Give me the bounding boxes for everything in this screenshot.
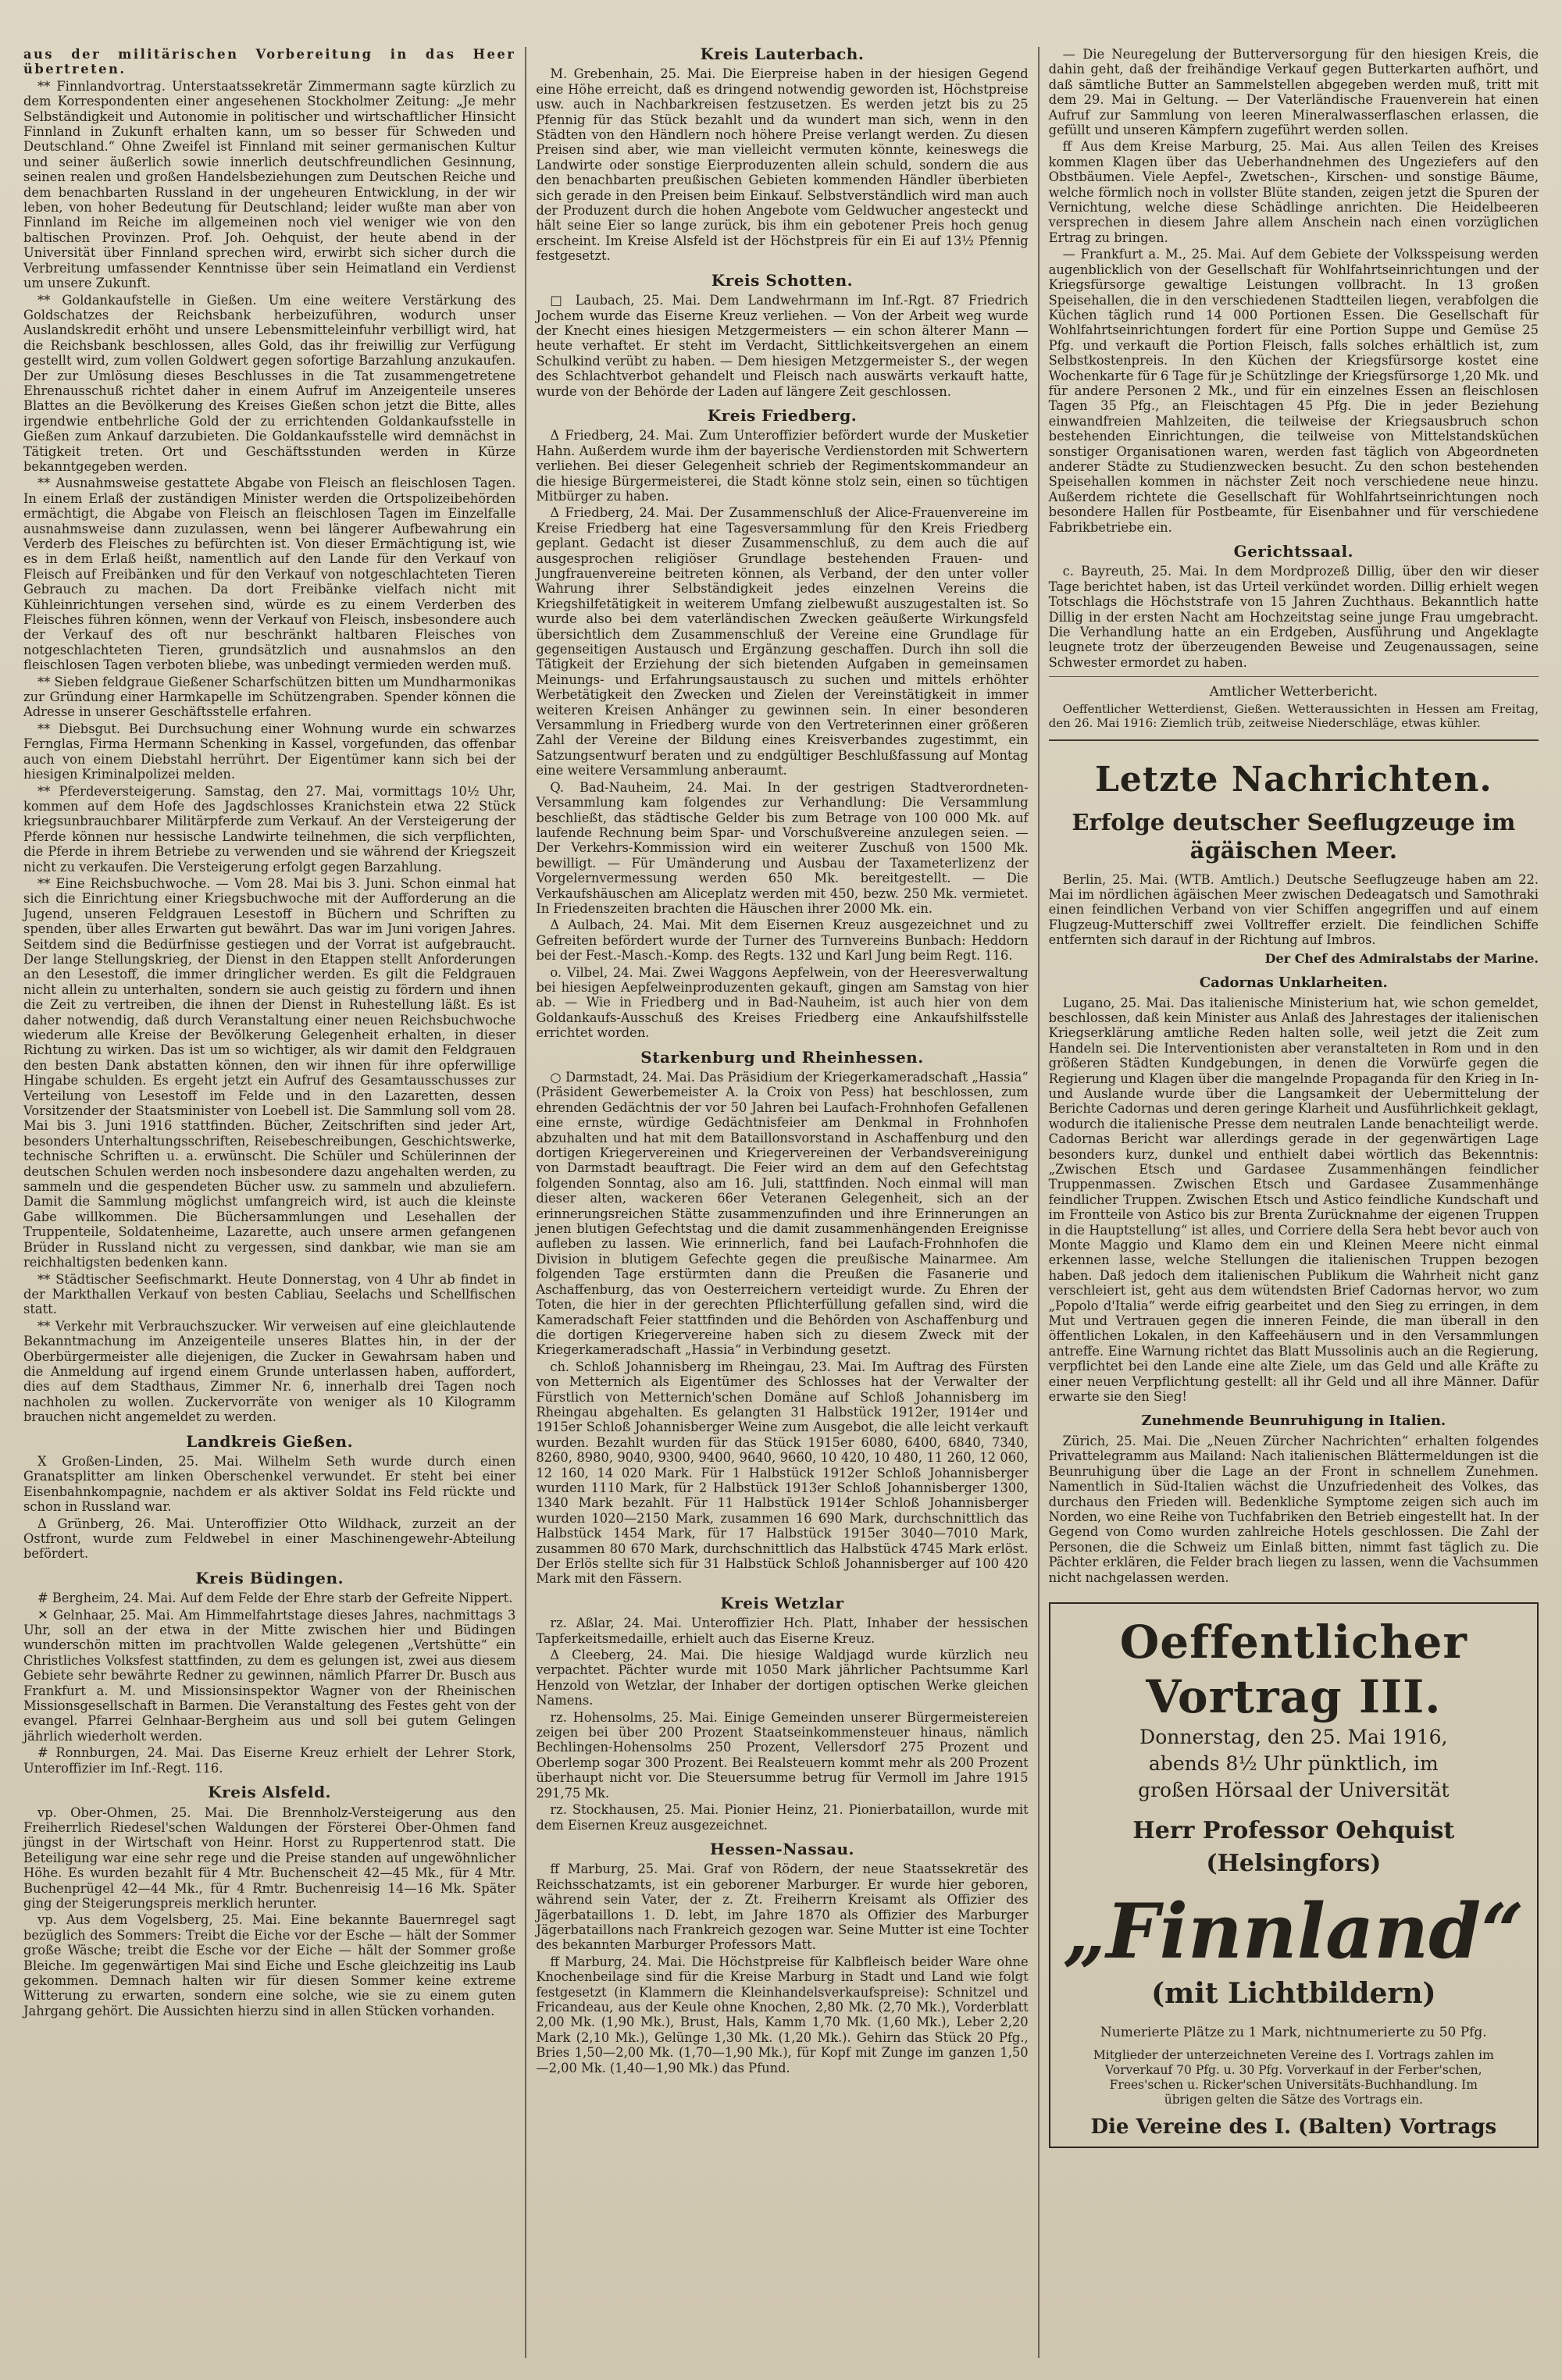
top-heading: aus der militärischen Vorbereitung in das Heer übertreten.	[23, 47, 516, 77]
article-hohensolms: rz. Hohensolms, 25. Mai. Einige Gemeinden unserer Bürgermeistereien zeigen bei über 200 Prozent Staatseinkommensteuer hinaus, nämlich Bechlingen-Hohensolms 250 Prozent, Vellersdorf 275 Prozent und Oberlemp sogar 300 Prozent. Bei Realsteuern kommt mehr als 200 Prozent überhaupt nicht vor. Die Steuersumme betrug für Vermoll im Jahre 1915 291,75 Mk.	[536, 1709, 1029, 1801]
divider	[1049, 739, 1539, 741]
article-frankfurt: — Frankfurt a. M., 25. Mai. Auf dem Gebiete der Volksspeisung werden augenblicklich von der Gesellschaft für Wohlfahrtseinrichtungen und der Kriegsfürsorge gewaltige Leistungen vollbracht. In 13 großen Speisehallen, die in den verschiedenen Stadtteilen liegen, verabfolgen die Küchen täglich rund 14 000 Portionen Essen. Die Gesellschaft für Wohlfahrtseinrichtungen fordert für eine Portion Suppe und Gemüse 25 Pfg. und verkauft die Portion Fleisch, falls solches erhältlich ist, zum Selbstkostenpreis. In den Küchen der Kriegsfürsorge kostet eine Wochenkarte für 6 Tage für je Schützlinge der Kriegsfürsorge 1,20 Mk. und für andere Personen 2 Mk., und für ein einzelnes Essen an fleischlosen Tagen 35 Pfg., an Fleischtagen 45 Pfg. Die in jeder Beziehung einwandfreien Mahlzeiten, die teilweise der Kriegsausbruch schon bestehenden Einrichtungen, die teilweise von Mittelstandsküchen sonstiger Organisationen waren, werden fast täglich von Abgeordneten anderer Städte zu Studienzwecken besucht. Zu den schon bestehenden Speisehallen kommen in nächster Zeit noch verschiedene neue hinzu. Außerdem richtete die Gesellschaft für Wohlfahrtseinrichtungen noch besondere Hallen für Postbeamte, für Eisenbahner und für verschiedene Fabrikbetriebe ein.	[1048, 247, 1539, 535]
ad-speaker: Herr Professor Oehquist (Helsingfors)	[1132, 1816, 1455, 1877]
article-friedberg-2: Δ Friedberg, 24. Mai. Der Zusammenschluß der Alice-Frauenvereine im Kreise Friedberg hat eine Tagesversammlung für den Kreis Friedberg geplant. Gedacht ist dieser Zusammenschluß, zu dem auch die auf ausgesprochen religiöser Grundlage bestehenden Frauen- und Jungfrauenvereine beitreten können, als Verband, der den unter voller Wahrung ihrer Selbständigkeit jedes einzelnen Vereins die Kriegshilfetätigkeit in weiterem Umfang zielbewußt auszugestalten ist. So wurde also bei dem vaterländischen Zwecken geäußerte Wirkungsfeld übersichtlich dem Zusammenschluß der Vereine eine Grundlage für gegenseitigen Austausch und Ergänzung geschaffen. Durch ihn soll die Tätigkeit der Erziehung der sich bietenden Aufgaben in gemeinsamen Meinungs- und Erfahrungsaustausch zu suchen und mittels erhöhter Werbetätigkeit den Zwecken und Zielen der Vereinstätigkeit in immer weiteren Kreisen Anhänger zu gewinnen sein. In einer besonderen Versammlung in Friedberg wurde von den Vertreterinnen einer größeren Zahl der Vereine der Bildung eines Kreisverbandes zugestimmt, ein Satzungsentwurf beraten und zu endgültiger Beschlußfassung auf Montag eine weitere Versammlung anberaumt.	[536, 505, 1029, 778]
article-laubach: □ Laubach, 25. Mai. Dem Landwehrmann im Inf.-Rgt. 87 Friedrich Jochem wurde das Eiserne Kreuz verliehen. — Von der Arbeit weg wurde der Knecht eines hiesigen Metzgermeisters — ein schon älterer Mann — heute verhaftet. Er steht im Verdacht, Sittlichkeitsvergehen an einem Schulkind verübt zu haben. — Dem hiesigen Metzgermeister S., der wegen des Schlachtverbot gehandelt und Fleisch nach auswärts verkauft hatte, wurde von der Behörde der Laden auf längere Zeit geschlossen.	[536, 293, 1029, 399]
article-gruenberg: Δ Grünberg, 26. Mai. Unteroffizier Otto Wildhack, zurzeit an der Ostfront, wurde zum Feldwebel in einer Maschinengewehr-Abteilung befördert.	[23, 1516, 516, 1562]
article-goldankaufstelle: ** Goldankaufstelle in Gießen. Um eine weitere Verstärkung des Goldschatzes der Reichsbank herbeizuführen, wodurch unser Auslandskredit erhöht und unsere Lebensmitteleinfuhr verbilligt wird, hat die Reichsbank beschlossen, alles Gold, das ihr freiwillig zur Verfügung gestellt wird, zum vollen Goldwert gegen sofortige Barzahlung anzukaufen. Der zur Umlösung dieses Beschlusses in die Tat zusammengetretene Ehrenausschuß richtet daher in einem Aufruf im Anzeigenteile unseres Blattes an die Bevölkerung des Kreises Gießen schon jetzt die Bitte, alles irgendwie entbehrliche Gold der zu errichtenden Goldankaufsstelle in Gießen zum Ankauf darzubieten. Die Goldankaufsstelle wird demnächst in Tätigkeit treten. Ort und Geschäftsstunden werden in Kürze bekanntgegeben werden.	[23, 292, 516, 474]
article-gelnhaar: ✕ Gelnhaar, 25. Mai. Am Himmelfahrtstage dieses Jahres, nachmittags 3 Uhr, soll an der etwa in der Mitte zwischen hier und Büdingen wunderschön mitten im prachtvollen Walde gelegenen „Vertshütte“ ein Christliches Volksfest stattfinden, zu dem es gelungen ist, zwei aus diesem Gebiete sehr bewährte Redner zu gewinnen, nämlich Pfarrer Dr. Busch aus Frankfurt a. M. und Missionsinspektor Wagner von der Rheinischen Missionsgesellschaft in Barmen. Die Veranstaltung des Festes geht von der evangel. Pfarrei Gelnhaar-Bergheim aus und soll bei gutem Gelingen jährlich wiederholt werden.	[23, 1607, 516, 1744]
article-signature: Der Chef des Admiralstabs der Marine.	[1264, 950, 1539, 966]
section-heading-starkenburg: Starkenburg und Rheinhessen.	[640, 1047, 924, 1067]
article-lugano: Lugano, 25. Mai. Das italienische Ministerium hat, wie schon gemeldet, beschlossen, daß kein Minister aus Anlaß des Jahrestages der italienischen Kriegserklärung amtliche Reden halten solle, weil jetzt die Zeit zum Handeln sei. Die Interventionisten aber veranstalteten in Rom und in den größeren Städten Kundgebungen, in denen die Vorwürfe gegen die Regierung und Klagen über die mangelnde Propaganda für den Krieg in In- und Auslande wurde über die Langsamkeit der Uebermittelung der Berichte Cadornas und deren geringe Klarheit und Ausführlichkeit geklagt, wodurch die italienische Presse dem neutralen Lande benachteiligt werde. Cadornas Bericht war allerdings gerade in der gegenwärtigen Lage besonders kurz, dunkel und enthielt dabei wörtlich das Bekenntnis: „Zwischen Etsch und Gardasee Zusammenhängen feindlicher Truppenmassen. Zwischen Etsch und Gardasee Zusammenhänge feindlicher Truppen. Zwischen Etsch und Astico feindliche Kundschaft und im Frontteile von Astico bis zur Brenta Zurücknahme der eigenen Truppen in die Hauptstellung“ ist alles, und Corriere della Sera hebt bevor auch von Monte Maggio und Klamo dem ein und Kleinen Meere nicht einmal erkennen lasse, welche Stellungen die italienischen Truppen bezogen haben. Daß jedoch dem italienischen Publikum die Wahrheit nicht ganz verschleiert ist, geht aus dem wütendsten Brief Cadornas hervor, wo zum „Popolo d'Italia“ werde eifrig gearbeitet und den Sieg zu erringen, in dem Mut und Vertrauen gegen die inneren Feinde, die man überall in den öffentlichen Lokalen, in den Kaffeehäusern und in den Versammlungen antreffe. Eine Warnung richtet das Blatt Mussolinis auch an die Regierung, verpflichtet bei den Lande eine alte Ziele, um das Geld und alle Kräfte zu einer neuen Verpflichtung gestellt: all ihr Geld und all ihre Männer. Dafür erwarte sie den Sieg!	[1048, 995, 1539, 1405]
weather-report: Oeffentlicher Wetterdienst, Gießen. Wetteraussichten in Hessen am Freitag, den 26. Mai 1916: Ziemlich trüb, zeitweise Niederschläge, etwas kühler.	[1048, 701, 1539, 730]
weather-report-title: Amtlicher Wetterbericht.	[1209, 684, 1378, 700]
ad-note: Mitglieder der unterzeichneten Vereine des I. Vortrags zahlen im Vorverkauf 70 Pfg. u. 30 Pfg. Vorverkauf in der Ferber'schen, Frees'schen u. Ricker'schen Universitäts-Buchhandlung. Im übrigen gelten die Sätze des Vortrags ein.	[1093, 2048, 1494, 2107]
article-fleisch-abgabe: ** Ausnahmsweise gestattete Abgabe von Fleisch an fleischlosen Tagen. In einem Erlaß der zuständigen Minister werden die Ortspolizeibehörden ermächtigt, die Abgabe von Fleisch an fleischlosen Tagen im Einzelfalle ausnahmsweise dann zuzulassen, wenn bei längerer Aufbewahrung ein Verderb des Fleisches zu befürchten ist. Von dieser Ermächtigung ist, wie es in dem Erlaß heißt, namentlich auf den Lande für den Verkauf von Fleisch auf Freibänken und für den Verkauf von notgeschlachteten Tieren Gebrauch zu machen. Da dort Freibänke vielfach nicht mit Kühleinrichtungen versehen sind, würde es zu einem Verderben des Fleisches führen können, wenn der Verkauf von Fleisch, insbesondere auch der Verkauf des oft nur beschränkt haltbaren Fleisches von notgeschlachteten Tieren, grundsätzlich und ausnahmslos an den fleischlosen Tagen verboten bliebe, was unbedingt vermieden werden muß.	[23, 476, 516, 673]
article-butterversorgung: — Die Neuregelung der Butterversorgung für den hiesigen Kreis, die dahin geht, daß der freihändige Verkauf gegen Butterkarten aufhört, und daß sämtliche Butter an Sammelstellen abgegeben werden muß, tritt mit dem 29. Mai in Geltung. — Der Vaterländische Frauenverein hat einen Aufruf zur Sammlung von leeren Mineralwasserflaschen erlassen, die gefüllt und unseren Kämpfern zugeführt werden sollen.	[1048, 47, 1539, 138]
column-left	[14, 47, 525, 2358]
article-bayreuth: c. Bayreuth, 25. Mai. In dem Mordprozeß Dillig, über den wir dieser Tage berichtet haben, ist das Urteil verkündet worden. Dillig erhielt wegen Totschlags die Höchststrafe von 15 Jahren Zuchthaus. Bekanntlich hatte Dillig in der ersten Nacht am Hochzeitstag seine junge Frau umgebracht. Die Verhandlung hatte an ein Erdgeben, Ausführung und Angeklagte leugnete trotz der überzeugenden Beweise und Zeugenaussagen, seine Schwester ermordet zu haben.	[1048, 564, 1539, 670]
article-grebenhain: M. Grebenhain, 25. Mai. Die Eierpreise haben in der hiesigen Gegend eine Höhe erreicht, daß es dringend notwendig geworden ist, Höchstpreise usw. auch in Nachbarkreisen festzusetzen. Es werden jetzt bis zu 25 Pfennig für das Stück bezahlt und da wundert man sich, wenn in den Städten von den Händlern noch höhere Preise verlangt werden. Zu diesen Preisen sind aber, wie man vielleicht vermuten könnte, keineswegs die Landwirte oder sonstige Eierproduzenten allein schuld, sondern die aus den benachbarten preußischen Gebieten kommenden Händler überbieten sich gerade in den Preisen beim Einkauf. Selbstverständlich wird man auch der Produzent durch die hohen Angebote vom Geldwucher angesteckt und hält seine Eier so lange zurück, bis ihm ein gebotener Preis hoch genug erscheint. Im Kreise Alsfeld ist der Höchstpreis für ein Ei auf 13½ Pfennig festgesetzt.	[536, 66, 1029, 264]
section-heading-kreis-schotten: Kreis Schotten.	[711, 270, 854, 290]
article-friedberg-1: Δ Friedberg, 24. Mai. Zum Unteroffizier befördert wurde der Musketier Hahn. Außerdem wurde ihm der bayerische Verdienstorden mit Schwertern verliehen. Bei dieser Gelegenheit schrieb der Regimentskommandeur an die hiesige Bürgermeisterei, die Stadt könne stolz sein, einen so tüchtigen Mitbürger zu haben.	[536, 428, 1029, 504]
article-verbrauchszucker: ** Verkehr mit Verbrauchszucker. Wir verweisen auf eine gleichlautende Bekanntmachung im Anzeigenteile unseres Blattes hin, in der der Oberbürgermeister alle diejenigen, die Zucker in Gewahrsam haben und die Anmeldung auf irgend einem Grunde unterlassen haben, auffordert, dies auf dem Stadthaus, Zimmer Nr. 6, innerhalb drei Tagen noch nachholen zu wollen. Zuckervorräte von weniger als 10 Kilogramm brauchen nicht angemeldet zu werden.	[23, 1318, 516, 1425]
article-berlin: Berlin, 25. Mai. (WTB. Amtlich.) Deutsche Seeflugzeuge haben am 22. Mai im nördlichen ägäischen Meer zwischen Dedeagatsch und Samothraki einen feindlichen Verband von vier Schiffen angegriffen und auf einem Flugzeug-Mutterschiff zwei Volltreffer erzielt. Die feindlichen Schiffe entfernten sich darauf in der Richtung auf Imbros.	[1048, 871, 1539, 948]
ad-date: Donnerstag, den 25. Mai 1916,	[1139, 1725, 1448, 1748]
article-marburg-1: ff Marburg, 25. Mai. Graf von Rödern, der neue Staatssekretär des Reichsschatzamts, ist ein geborener Marburger. Er wurde hier geboren, während sein Vater, der z. Zt. Freiherrn Kreisamt als Offizier des Jägerbataillons 1. D. lebt, im Jahre 1870 als Offizier des Marburger Jägerbataillons nach Frankreich gezogen war. Seine Mutter ist eine Tochter des bekannten Marburger Professors Matt.	[536, 1862, 1029, 1953]
subheading-cadorna: Cadornas Unklarheiten.	[1199, 974, 1388, 992]
article-bad-nauheim: Q. Bad-Nauheim, 24. Mai. In der gestrigen Stadtverordneten-Versammlung kam folgendes zur Verhandlung: Die Versammlung beschließt, das städtische Gelder bis zum Betrage von 100 000 Mk. auf laufende Rechnung beim Spar- und Vorschußvereine anzulegen seien. — Der Verkehrs-Kommission wird ein weiterer Zuschuß von 1500 Mk. bewilligt. — Für Umänderung und Ausbau der Taxameterlizenz der Vorgelernvermessung werden 650 Mk. bereitgestellt. — Die Verkaufshäuschen am Aliceplatz werden mit 450, bezw. 250 Mk. vermietet. In Friedenszeiten brachten die Häuschen ihrer 2000 Mk. ein.	[536, 779, 1029, 916]
article-bergheim: # Bergheim, 24. Mai. Auf dem Felde der Ehre starb der Gefreite Nippert.	[37, 1591, 513, 1606]
article-finnlandvortrag: ** Finnlandvortrag. Unterstaatssekretär Zimmermann sagte kürzlich zu dem Korrespondenten einer angesehenen Stockholmer Zeitung: „Je mehr Selbständigkeit und Autonomie in politischer und wirtschaftlicher Hinsicht Finnland in Zukunft erhalten kann, um so besser für Schweden und Deutschland.“ Ohne Zweifel ist Finnland mit seiner germanischen Kultur und seiner äußerlich sowie innerlich deutschfreundlichen Gesinnung, seinen realen und großen Handelsbeziehungen zum Deutschen Reiche und dem benachbarten Russland in der ungeheuren Entwicklung, in der wir leben, von hoher Bedeutung für Deutschland; leider wußte man aber von Finnland im Reiche im allgemeinen noch viel weniger wie von den baltischen Provinzen. Prof. Joh. Oehquist, der heute abend in der Universität über Finnland sprechen wird, erwirbt sich sicher durch die Verbreitung umfassender Kenntnisse über sein Heimatland ein Verdienst um unsere Zukunft.	[23, 78, 516, 291]
article-asslar: rz. Aßlar, 24. Mai. Unteroffizier Hch. Platt, Inhaber der hessischen Tapferkeitsmedaille, erhielt auch das Eiserne Kreuz.	[536, 1616, 1029, 1646]
article-reichsbuchwoche: ** Eine Reichsbuchwoche. — Vom 28. Mai bis 3. Juni. Schon einmal hat sich die Einrichtung einer Kriegsbuchwoche mit der Aufforderung an die Jugend, unseren Feldgrauen Lesestoff in Büchern und Schriften zu spenden, über alles Erwarten gut bewährt. Das war im Juni vorigen Jahres. Seitdem sind die Bedürfnisse gestiegen und der Vorrat ist aufgebraucht. Der lange Stellungskrieg, der Dienst in den Etappen stellt Anforderungen an den Lesestoff, die immer dringlicher werden. Es gilt die Feldgrauen nicht allein zu unterhalten, sondern sie auch geistig zu fördern und ihnen die Zeit zu vertreiben, die ihnen der Dienst in Ruhestellung läßt. Es ist daher notwendig, daß durch Veranstaltung einer neuen Reichsbuchwoche wiederum alle Kreise der Bevölkerung Gelegenheit erhalten, in dieser Richtung zu wirken. Das ist um so wichtiger, als wir damit den Feldgrauen den besten Dank abstatten können, den wir ihnen für ihre opferwillige Hingabe schulden. Es ergeht jetzt ein Aufruf des Gesamtausschusses zur Verteilung von Lesestoff im Felde und in den Lazaretten, dessen Vorsitzender der Staatsminister von Loebell ist. Die Sammlung soll vom 28. Mai bis 3. Juni 1916 stattfinden. Bücher, Zeitschriften sind jeder Art, besonders Unterhaltungsschriften, Reisebeschreibungen, Geschichtswerke, technische Schriften u. a. erwünscht. Die Schüler und Schülerinnen der deutschen Schulen werden noch insbesondere dazu angehalten werden, zu sammeln und die gespendeten Bücher usw. zu sammeln und abzuliefern. Damit die Sammlung möglichst umfangreich wird, ist auch die kleinste Gabe willkommen. Die Büchersammlungen und Lesehallen der Truppenteile, Soldatenheime, Lazarette, auch unsere armen gefangenen Brüder in Russland nicht zu vergessen, sind dankbar, wie man sie am reichhaltigsten bedenken kann.	[23, 875, 516, 1270]
article-stockhausen: rz. Stockhausen, 25. Mai. Pionier Heinz, 21. Pionierbataillon, wurde mit dem Eisernen Kreuz ausgezeichnet.	[536, 1802, 1029, 1833]
article-pferdeversteigerung: ** Pferdeversteigerung. Samstag, den 27. Mai, vormittags 10½ Uhr, kommen auf dem Hofe des Jagdschlosses Kranichstein etwa 22 Stück kriegsunbrauchbarer Militärpferde zum Verkauf. An der Versteigerung der Pferde können nur hessische Landwirte teilnehmen, die sich verpflichten, die Pferde in ihrem Betriebe zu verwenden und sie während der Kriegszeit nicht zu verkaufen. Die Versteigerung erfolgt gegen Barzahlung.	[23, 783, 516, 875]
article-aulbach: Δ Aulbach, 24. Mai. Mit dem Eisernen Kreuz ausgezeichnet und zu Gefreiten befördert wurde der Turner des Turnvereins Bunbach: Heddorn bei der Fest.-Masch.-Komp. des Regts. 132 und Karl Jung beim Regt. 116.	[536, 917, 1029, 964]
ad-organizer: Die Vereine des I. (Balten) Vortrags	[1090, 2115, 1497, 2140]
section-heading-kreis-alsfeld: Kreis Alsfeld.	[208, 1783, 332, 1802]
section-heading-kreis-wetzlar: Kreis Wetzlar	[720, 1593, 844, 1612]
latest-news-title: Letzte Nachrichten.	[1094, 759, 1492, 800]
section-heading-kreis-friedberg: Kreis Friedberg.	[707, 405, 858, 425]
article-darmstadt: ○ Darmstadt, 24. Mai. Das Präsidium der Kriegerkameradschaft „Hassia“ (Präsident Gewerbemeister A. la Croix von Pess) hat beschlossen, zum ehrenden Gedächtnis der vor 50 Jahren bei Laufach-Frohnhofen Gefallenen eine ernste, würdige Gedächtnisfeier am Denkmal in Frohnhofen abzuhalten und hat mit dem Bataillonsvorstand in Aschaffenburg und den dortigen Kriegervereinen und Kriegervereinen der Verbandsvereinigung von Darmstadt beauftragt. Die Feier wird an dem auf den Gefechtstag folgenden Sonntag, also am 16. Juli, stattfinden. Noch einmal will man dieser alten, wackeren 66er Veteranen Gelegenheit, sich an der erinnerungsreichen Stätte zusammenzufinden und ihre Erinnerungen an jenen blutigen Gefechtstag und die damit zusammenhängenden Ereignisse aufleben zu lassen. Wie erinnerlich, fand bei Laufach-Frohnhofen die Division in blutigem Gefechte gegen die preußische Mainarmee. Am folgenden Tage erstürmten dann die Preußen die Fasanerie und Aschaffenburg, das von Oesterreichern verteidigt wurde. Zu Ehren der Toten, die hier in der gerechten Pflichterfüllung gefallen sind, wird die Kameradschaft Feier stattfinden und die Behörden von Aschaffenburg und die dortigen Kriegervereine haben sich zu diesem Zweck mit der Kriegerkameradschaft „Hassia“ in Verbindung gesetzt.	[536, 1070, 1029, 1358]
article-scharfschuetzen: ** Sieben feldgraue Gießener Scharfschützen bitten um Mundharmonikas zur Gründung einer Harmkapelle im Schützengraben. Spender können die Adresse in unserer Geschäftsstelle erfahren.	[23, 674, 516, 720]
article-zuerich: Zürich, 25. Mai. Die „Neuen Zürcher Nachrichten“ erhalten folgendes Privattelegramm aus Mailand: Nach italienischen Blättermeldungen ist die Beunruhigung über die Lage an der Front in schnellem Zunehmen. Namentlich in Süd-Italien wächst die Unzufriedenheit des Volkes, das durchaus den Frieden will. Bedenkliche Symptome zeigen sich auch im Norden, wo eine Reihe von Tuchfabriken den Betrieb eingestellt hat. In der Gegend von Como wurden zahlreiche Hotels geschlossen. Die Zahl der Personen, die die Schweiz um Einlaß bitten, nimmt fast täglich zu. Die Pächter erklären, die Felder brach liegen zu lassen, wenn die Vachsummen nicht nachgelassen werden.	[1048, 1433, 1539, 1585]
article-johannisberg: ch. Schloß Johannisberg im Rheingau, 23. Mai. Im Auftrag des Fürsten von Metternich als Eigentümer des Schlosses hat der Verwalter der Fürstlich von Metternich'schen Domäne auf Schloß Johannisberg im Rheingau abgehalten. Es gelangten 31 Halbstück 1912er, 1914er und 1915er Schloß Johannisberger Weine zum Ausgebot, die alle leicht verkauft wurden. Bezahlt wurden für das Stück 1915er 6080, 6400, 6840, 7340, 8260, 8980, 9040, 9300, 9400, 9640, 9660, 10 420, 10 480, 11 260, 12 060, 12 160, 14 020 Mark. Für 1 Halbstück 1912er Schloß Johannisberger wurden 1110 Mark, für 2 Halbstück 1913er Schloß Johannisberger 1300, 1340 Mark bezahlt. Für 11 Halbstück 1914er Schloß Johannisberger wurden 1020—2150 Mark, zusammen 16 690 Mark, durchschnittlich das Halbstück 1454 Mark, für 17 Halbstück 1915er 3040—7010 Mark, zusammen 80 670 Mark, durchschnittlich das Halbstück 4745 Mark erlöst. Der Erlös stellte sich für 31 Halbstück Schloß Johannisberger auf 100 420 Mark mit den Fässern.	[536, 1359, 1029, 1587]
section-heading-kreis-buedingen: Kreis Büdingen.	[195, 1568, 344, 1587]
column-middle	[526, 47, 1037, 2358]
article-cleeberg: Δ Cleeberg, 24. Mai. Die hiesige Waldjagd wurde kürzlich neu verpachtet. Pächter wurde mit 1050 Mark jährlicher Pachtsumme Karl Henzold von Wetzlar, der Inhaber der dortigen optischen Werke gleichen Namens.	[536, 1648, 1029, 1708]
columns	[14, 47, 1548, 2358]
ad-place: großen Hörsaal der Universität	[1138, 1778, 1450, 1801]
subheading-beunruhigung: Zunehmende Beunruhigung in Italien.	[1141, 1413, 1446, 1430]
article-diebsgut: ** Diebsgut. Bei Durchsuchung einer Wohnung wurde ein schwarzes Fernglas, Firma Hermann Schenking in Kassel, vorgefunden, das offenbar auch von einem Diebstahl herrührt. Der Eigentümer kann sich bei der hiesigen Kriminalpolizei melden.	[23, 721, 516, 782]
article-ober-ohmen: vp. Ober-Ohmen, 25. Mai. Die Brennholz-Versteigerung aus den Freiherrlich Riedesel'schen Waldungen der Försterei Ober-Ohmen fand jüngst in der Wirtschaft von Heinr. Horst zu Ruppertenrod statt. Die Beteiligung war eine sehr rege und die Preise standen auf ungewöhnlicher Höhe. Es wurden bezahlt für 4 Mtr. Buchenscheit 42—45 Mk., für 4 Mtr. Buchenprügel 42—44 Mk., für 4 Rmtr. Buchenreisig 14—16 Mk. Später ging der Steigerungspreis merklich herunter.	[23, 1805, 516, 1911]
section-heading-gerichtssaal: Gerichtssaal.	[1233, 542, 1354, 561]
latest-news-headline: Erfolge deutscher Seeflugzeuge im ägäischen Meer.	[1072, 808, 1516, 864]
section-heading-hessen-nassau: Hessen-Nassau.	[710, 1839, 854, 1858]
divider	[1049, 676, 1539, 677]
lecture-advertisement	[1049, 1602, 1539, 2148]
column-right	[1040, 47, 1548, 2358]
ad-subtitle: (mit Lichtbildern)	[1151, 1976, 1436, 2010]
article-grossen-linden: X Großen-Linden, 25. Mai. Wilhelm Seth wurde durch einen Granatsplitter am linken Oberschenkel verwundet. Er steht bei einer Eisenbahnkompagnie, nachdem er als aktiver Soldat ins Feld rückte und schon in Russland war.	[23, 1453, 516, 1515]
ad-prices: Numerierte Plätze zu 1 Mark, nichtnumerierte zu 50 Pfg.	[1100, 2024, 1487, 2040]
article-ronnburgen: # Ronnburgen, 24. Mai. Das Eiserne Kreuz erhielt der Lehrer Stork, Unteroffizier im Inf.-Regt. 116.	[23, 1745, 516, 1776]
article-kreis-marburg: ff Aus dem Kreise Marburg, 25. Mai. Aus allen Teilen des Kreises kommen Klagen über das Ueberhandnehmen des Ungeziefers auf den Obstbäumen. Viele Aepfel-, Zwetschen-, Kirschen- und sonstige Bäume, welche förmlich noch in vollster Blüte standen, zeigen jetzt die Spuren der Vernichtung, welche diese Schädlinge anrichten. Die Heidelbeeren versprechen in diesem Jahre allem Anschein nach einen vorzüglichen Ertrag zu bringen.	[1048, 139, 1539, 245]
section-heading-kreis-lauterbach: Kreis Lauterbach.	[700, 47, 865, 63]
ad-title: Oeffentlicher Vortrag III.	[1119, 1615, 1467, 1723]
article-seefischmarkt: ** Städtischer Seefischmarkt. Heute Donnerstag, von 4 Uhr ab findet in der Markthallen Verkauf von besten Cabliau, Seelachs und Schellfischen statt.	[23, 1271, 516, 1317]
article-vogelsberg: vp. Aus dem Vogelsberg, 25. Mai. Eine bekannte Bauernregel sagt bezüglich des Sommers: Treibt die Eiche vor der Esche — hält der Sommer große Wäsche; treibt die Esche vor der Eiche — hält der Sommer große Bleiche. Im gegenwärtigen Mai sind Eiche und Esche gleichzeitig ins Laub gekommen. Demnach halten wir für diesen Sommer keine extreme Witterung zu erwarten, sondern eine solche, wie sie zu einem guten Jahrgang gehört. Die Aussichten hierzu sind in allen Stücken vorhanden.	[23, 1912, 516, 2018]
article-vilbel: o. Vilbel, 24. Mai. Zwei Waggons Aepfelwein, von der Heeresverwaltung bei hiesigen Aepfelweinproduzenten gekauft, gingen am Samstag von hier ab. — Wie in Friedberg und in Bad-Nauheim, ist auch hier von dem Goldankaufs-Ausschuß des Kreises Friedberg eine Ankaufshilfsstelle errichtet worden.	[536, 964, 1029, 1041]
ad-theme: „Finnland“	[1063, 1887, 1525, 1976]
article-marburg-2: ff Marburg, 24. Mai. Die Höchstpreise für Kalbfleisch beider Ware ohne Knochenbeilage sind für die Kreise Marburg in Stadt und Land wie folgt festgesetzt (in Klammern die Kleinhandelsverkaufspreise): Schnitzel und Fricandeau, aus der Keule ohne Knochen, 2,80 Mk. (2,70 Mk.), Vorderblatt 2,00 Mk. (1,90 Mk.), Brust, Hals, Kamm 1,70 Mk. (1,60 Mk.), Leber 2,20 Mark (2,10 Mk.), Gelünge 1,30 Mk. (1,20 Mk.). Gehirn das Stück 20 Pfg., Bries 1,50—2,00 Mk. (1,70—1,90 Mk.), für Kopf mit Zunge im ganzen 1,50—2,00 Mk. (1,40—1,90 Mk.) das Pfund.	[536, 1954, 1029, 2075]
section-heading-landkreis-giessen: Landkreis Gießen.	[186, 1431, 354, 1451]
ad-time: abends 8½ Uhr pünktlich, im	[1148, 1751, 1439, 1775]
